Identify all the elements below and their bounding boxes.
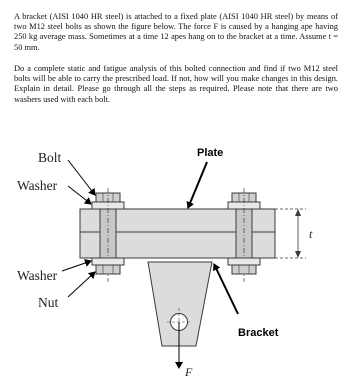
label-washer-top: Washer xyxy=(17,178,58,193)
label-force: F xyxy=(185,365,193,379)
right-washer-bottom xyxy=(228,258,260,265)
left-nut xyxy=(96,265,120,274)
thickness-dimension xyxy=(275,209,306,258)
problem-paragraph-1: A bracket (AISI 1040 HR steel) is attached to a fixed plate (AISI 1040 HR steel) by means of two M12 steel bolts as shown the figure below. The force F is caused by a hanging ape having 250 kg average mass. Sometimes at a time 12 apes hang on to the bracket at a time. Assume t = 50 mm. xyxy=(14,12,338,52)
washer-top-leader xyxy=(68,186,91,204)
label-washer-bottom: Washer xyxy=(17,268,58,283)
bolted-joint-figure xyxy=(0,140,350,385)
label-bolt: Bolt xyxy=(38,150,62,165)
problem-paragraph-2: Do a complete static and fatigue analysis of this bolted connection and find if two M12 steel bolts will be able to carry the prescribed load. If not, how will you make changes in this design. Explain in detail. Please go through all the steps as required. Please note that there are two washers used with each bolt. xyxy=(14,64,338,104)
plate-leader xyxy=(188,162,207,208)
nut-leader xyxy=(68,272,95,297)
washer-bottom-leader xyxy=(62,261,91,271)
left-washer-bottom xyxy=(92,258,124,265)
bracket-body xyxy=(148,262,212,346)
label-thickness: t xyxy=(309,227,313,241)
label-nut: Nut xyxy=(38,295,59,310)
right-nut xyxy=(232,265,256,274)
label-plate: Plate xyxy=(197,147,224,159)
label-bracket: Bracket xyxy=(238,327,279,339)
